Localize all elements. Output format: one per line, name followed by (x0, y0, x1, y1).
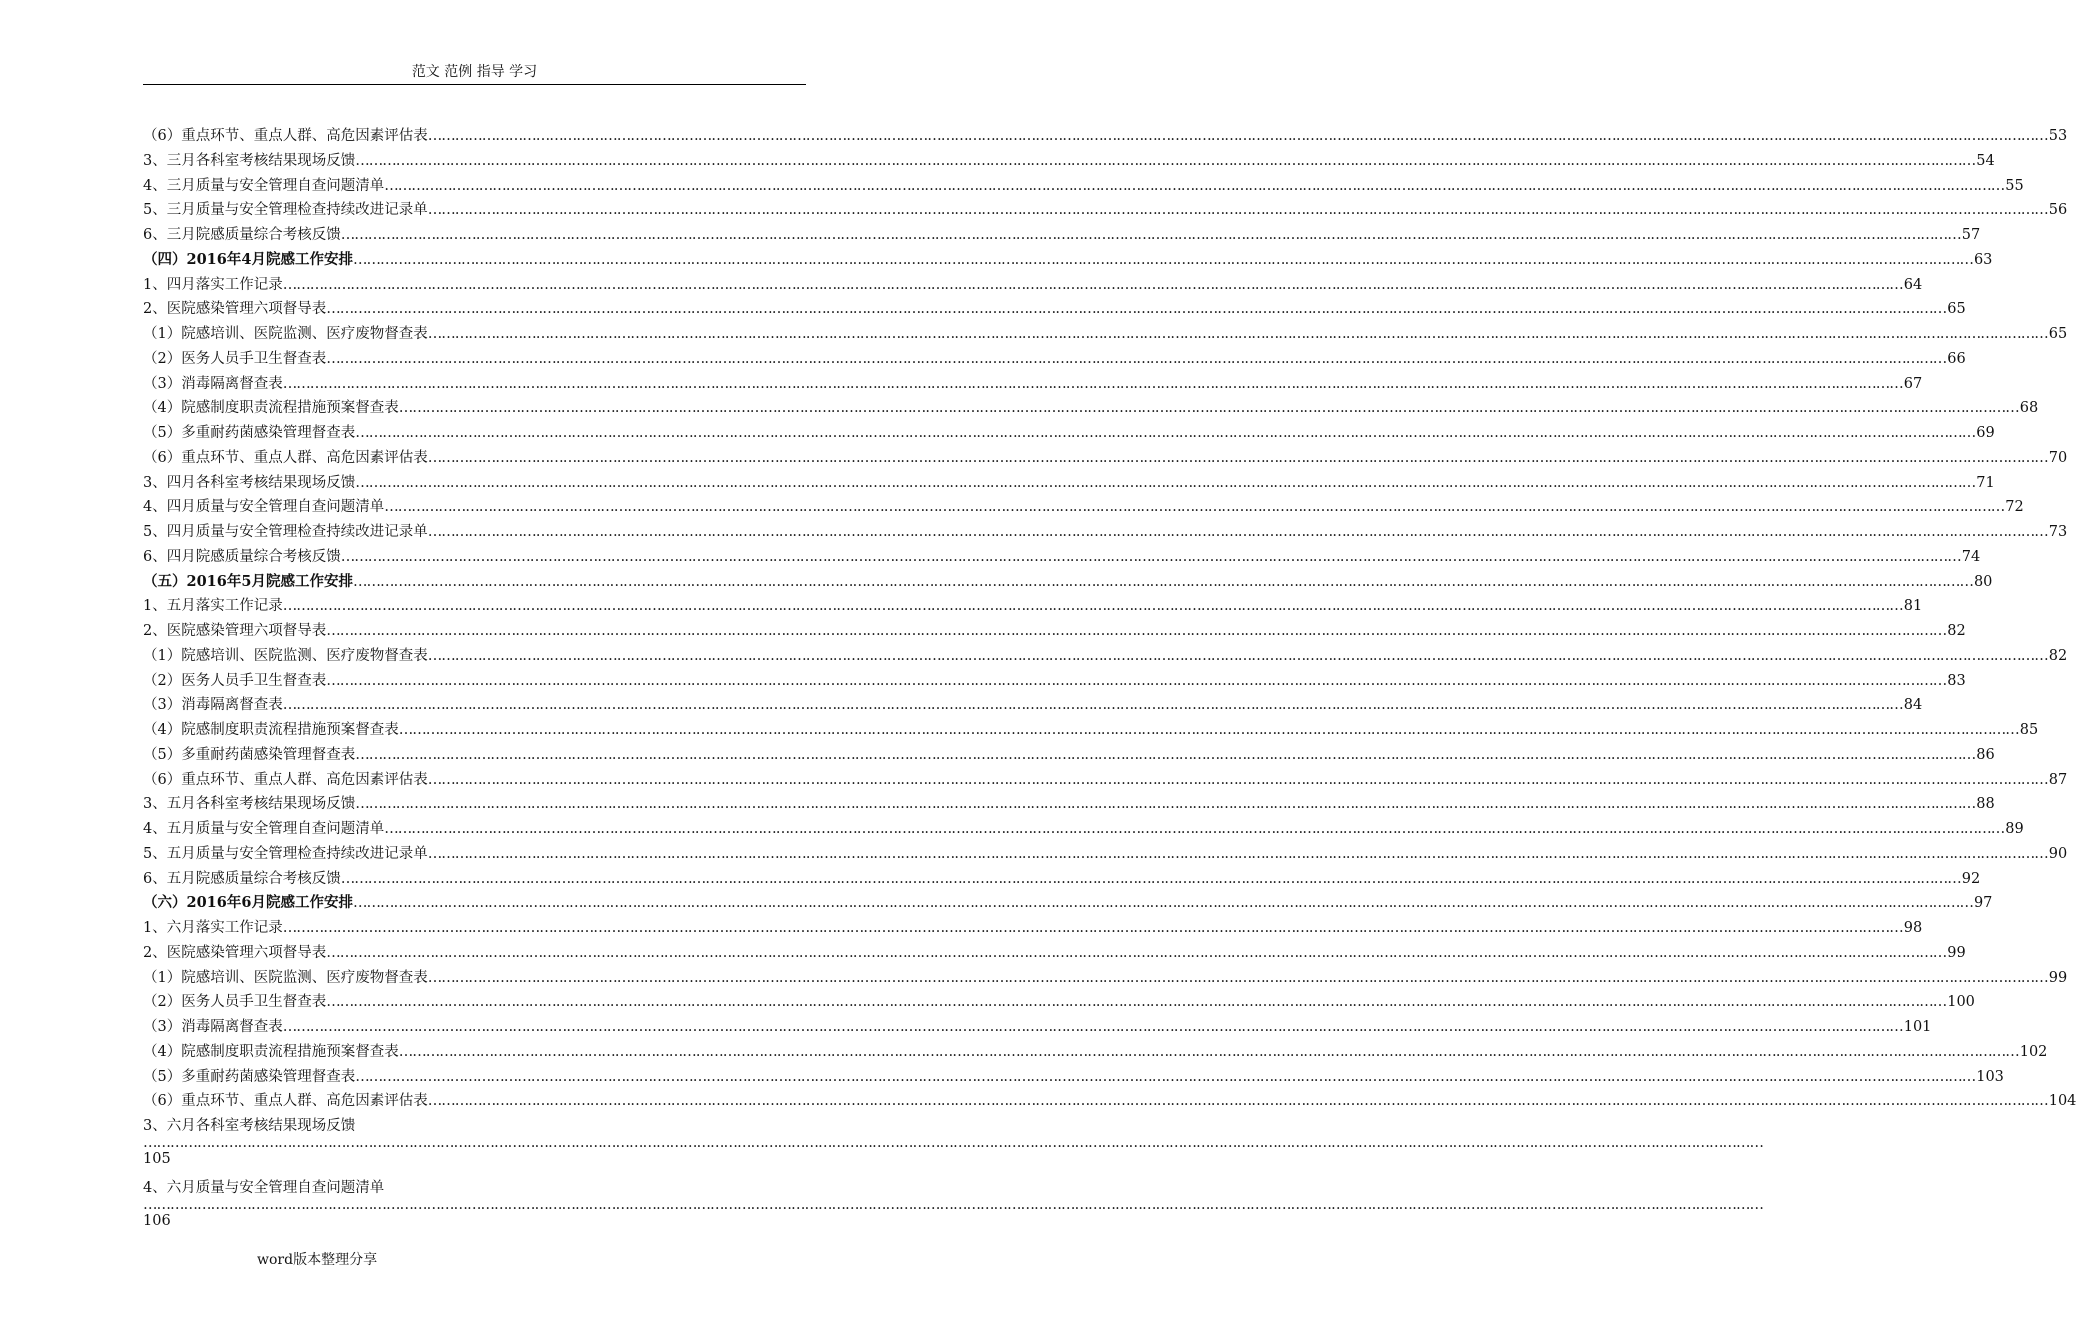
toc-leader-dots: ……………………………………………………………………………………………………………………………………………………………………………………………………………………………………………………………………………………………………………………………… (398, 400, 2019, 417)
toc-page-number: 85 (2019, 722, 2039, 738)
toc-leader-dots: ……………………………………………………………………………………………………………………………………………………………………………………………………………………………………………………………………………………………………………………………… (355, 425, 1976, 441)
toc-leader-dots: ……………………………………………………………………………………………………………………………………………………………………………………………………………………………………………………………………………………………………………………………… (326, 994, 1947, 1011)
toc-entry[interactable] (143, 223, 1981, 248)
toc-entry[interactable] (143, 669, 1966, 694)
toc-leader-dots: ……………………………………………………………………………………………………………………………………………………………………………………………………………………………………………………………………………………………………………………………… (427, 647, 2048, 664)
toc-leader-dots: ……………………………………………………………………………………………………………………………………………………………………………………………………………………………………………………………………………………………………………………………… (326, 944, 1947, 961)
toc-leader-dots: ……………………………………………………………………………………………………………………………………………………………………………………………………………………………………………………………………………………………………………………………… (282, 276, 1903, 293)
toc-entry-title: 3、五月各科室考核结果现场反馈 (143, 796, 356, 813)
toc-leader-dots: ……………………………………………………………………………………………………………………………………………………………………………………………………………………………………………………………………………………………………………………………… (355, 474, 1976, 491)
toc-page-number: 86 (1976, 746, 1995, 763)
toc-page-number: 53 (2048, 128, 2068, 144)
toc-entry[interactable] (143, 1089, 2076, 1114)
toc-leader-dots: ……………………………………………………………………………………………………………………………………………………………………………………………………………………………………………………………………………………………………………………………… (398, 1043, 2019, 1060)
toc-entry-title: （5）多重耐药菌感染管理督查表 (143, 425, 356, 441)
toc-entry-title: 6、三月院感质量综合考核反馈 (143, 227, 341, 243)
toc-entry-title: （四）2016年4月院感工作安排 (143, 250, 353, 268)
toc-leader-dots: ……………………………………………………………………………………………………………………………………………………………………………………………………………………………………………………………………………………………………………………………… (282, 375, 1903, 392)
toc-entry-title: 1、六月落实工作记录 (143, 920, 283, 936)
toc-page-number: 54 (1976, 152, 1995, 169)
page-header (143, 60, 806, 85)
toc-page-number: 84 (1903, 697, 1923, 714)
toc-page-number: 82 (1947, 623, 1966, 639)
toc-entry[interactable] (143, 421, 1995, 446)
toc-entry[interactable] (143, 446, 2068, 471)
toc-entry[interactable] (143, 916, 1923, 941)
toc-entry-title: 6、四月院感质量综合考核反馈 (143, 548, 341, 565)
toc-page-number: 80 (1973, 573, 1993, 590)
toc-leader-dots: ……………………………………………………………………………………………………………………………………………………………………………………………………………………………………………………………………………………………………………………………… (355, 796, 1976, 813)
toc-leader-dots: ……………………………………………………………………………………………………………………………………………………………………………………………………………………………………………………………………………………………………………………………… (427, 449, 2048, 466)
toc-entry-title: 2、医院感染管理六项督导表 (143, 944, 327, 961)
toc-entry-title: 2、医院感染管理六项督导表 (143, 623, 327, 639)
toc-entry[interactable] (143, 174, 2024, 199)
toc-page-number: 65 (2048, 326, 2068, 342)
toc-entry-title: 2、医院感染管理六项督导表 (143, 301, 327, 318)
toc-leader-dots: ……………………………………………………………………………………………………………………………………………………………………………………………………………………………………………………………………………………………………………………………… (143, 1196, 1763, 1213)
toc-entry[interactable] (143, 966, 2068, 991)
toc-entry-title: （6）重点环节、重点人群、高危因素评估表 (143, 771, 428, 788)
toc-page-number: 105 (143, 1151, 171, 1167)
toc-page-number: 57 (1961, 227, 1981, 243)
toc-entry[interactable] (143, 817, 2024, 842)
toc-page-number: 74 (1961, 548, 1981, 565)
toc-page-number: 99 (1947, 944, 1966, 961)
toc-entry[interactable] (143, 198, 2068, 223)
toc-leader-dots: ……………………………………………………………………………………………………………………………………………………………………………………………………………………………………………………………………………………………………………………………… (282, 1019, 1903, 1035)
toc-leader-dots: ……………………………………………………………………………………………………………………………………………………………………………………………………………………………………………………………………………………………………………………………… (326, 672, 1947, 689)
toc-page-number: 71 (1976, 474, 1995, 491)
toc-page-number: 102 (2019, 1043, 2048, 1060)
toc-entry-title: （1）院感培训、医院监测、医疗废物督查表 (143, 326, 428, 342)
toc-page-number: 65 (1947, 301, 1966, 318)
toc-page-number: 88 (1976, 796, 1995, 813)
toc-entry-title: 4、五月质量与安全管理自查问题清单 (143, 821, 385, 837)
toc-entry[interactable] (143, 1015, 1932, 1040)
toc-page-number: 67 (1903, 375, 1923, 392)
toc-entry-title: 6、五月院感质量综合考核反馈 (143, 870, 341, 887)
toc-entry-title: （5）多重耐药菌感染管理督查表 (143, 1068, 356, 1085)
toc-leader-dots: ……………………………………………………………………………………………………………………………………………………………………………………………………………………………………………………………………………………………………………………………… (340, 548, 1961, 565)
toc-leader-dots: ……………………………………………………………………………………………………………………………………………………………………………………………………………………………………………………………………………………………………………………………… (352, 251, 1973, 268)
toc-entry[interactable] (143, 396, 2039, 421)
toc-leader-dots: ……………………………………………………………………………………………………………………………………………………………………………………………………………………………………………………………………………………………………………………………… (340, 870, 1961, 887)
toc-entry[interactable] (143, 124, 2068, 149)
toc-entry[interactable] (143, 248, 1993, 273)
toc-entry[interactable] (143, 644, 2068, 669)
toc-page-number: 101 (1903, 1019, 1932, 1035)
toc-entry[interactable] (143, 297, 1966, 322)
toc-entry[interactable] (143, 347, 1966, 372)
toc-entry-title: （3）消毒隔离督查表 (143, 697, 283, 714)
toc-entry[interactable] (143, 768, 2068, 793)
toc-entry[interactable] (143, 545, 1981, 570)
toc-entry[interactable] (143, 1176, 1763, 1238)
toc-leader-dots: ……………………………………………………………………………………………………………………………………………………………………………………………………………………………………………………………………………………………………………………………… (282, 598, 1903, 615)
toc-entry[interactable] (143, 842, 2068, 867)
toc-entry-title: 1、四月落实工作记录 (143, 276, 283, 293)
toc-entry-title: （6）重点环节、重点人群、高危因素评估表 (143, 128, 428, 144)
toc-entry-title: （五）2016年5月院感工作安排 (143, 572, 353, 590)
toc-page-number: 82 (2048, 647, 2068, 664)
toc-entry-title: （六）2016年6月院感工作安排 (143, 894, 353, 912)
toc-leader-dots: ……………………………………………………………………………………………………………………………………………………………………………………………………………………………………………………………………………………………………………………………… (352, 895, 1973, 912)
toc-entry[interactable] (143, 718, 2039, 743)
toc-entry-title: 1、五月落实工作记录 (143, 598, 283, 615)
toc-entry-title: （2）医务人员手卫生督查表 (143, 994, 327, 1011)
toc-entry[interactable] (143, 1065, 2004, 1090)
toc-leader-dots: ……………………………………………………………………………………………………………………………………………………………………………………………………………………………………………………………………………………………………………………………… (427, 771, 2048, 788)
toc-entry[interactable] (143, 570, 1993, 595)
toc-leader-dots: ……………………………………………………………………………………………………………………………………………………………………………………………………………………………………………………………………………………………………………………………… (384, 177, 2005, 194)
toc-leader-dots: ……………………………………………………………………………………………………………………………………………………………………………………………………………………………………………………………………………………………………………………………… (427, 1093, 2048, 1110)
toc-leader-dots: ……………………………………………………………………………………………………………………………………………………………………………………………………………………………………………………………………………………………………………………………… (355, 1068, 1976, 1085)
toc-page-number: 68 (2019, 400, 2039, 417)
toc-entry-title: （3）消毒隔离督查表 (143, 375, 283, 392)
toc-leader-dots: ……………………………………………………………………………………………………………………………………………………………………………………………………………………………………………………………………………………………………………………………… (427, 969, 2048, 986)
toc-entry-title: （1）院感培训、医院监测、医疗废物督查表 (143, 647, 428, 664)
toc-entry-title: 4、三月质量与安全管理自查问题清单 (143, 177, 385, 194)
toc-page-number: 70 (2048, 449, 2068, 466)
toc-leader-dots: ……………………………………………………………………………………………………………………………………………………………………………………………………………………………………………………………………………………………………………………………… (355, 746, 1976, 763)
toc-leader-dots: ……………………………………………………………………………………………………………………………………………………………………………………………………………………………………………………………………………………………………………………………… (355, 152, 1976, 169)
toc-leader-dots: ……………………………………………………………………………………………………………………………………………………………………………………………………………………………………………………………………………………………………………………………… (143, 1135, 1763, 1151)
toc-entry[interactable] (143, 792, 1995, 817)
toc-page-number: 55 (2005, 177, 2024, 194)
toc-entry[interactable] (143, 1040, 2048, 1065)
toc-leader-dots: ……………………………………………………………………………………………………………………………………………………………………………………………………………………………………………………………………………………………………………………………… (427, 202, 2048, 219)
toc-page-number: 92 (1961, 870, 1981, 887)
toc-leader-dots: ……………………………………………………………………………………………………………………………………………………………………………………………………………………………………………………………………………………………………………………………… (427, 326, 2048, 342)
toc-entry-title: 3、三月各科室考核结果现场反馈 (143, 152, 356, 169)
page-footer (257, 1249, 377, 1269)
toc-page-number: 98 (1903, 920, 1923, 936)
toc-entry[interactable] (143, 990, 1975, 1015)
toc-entry-title: （4）院感制度职责流程措施预案督查表 (143, 400, 399, 417)
toc-leader-dots: ……………………………………………………………………………………………………………………………………………………………………………………………………………………………………………………………………………………………………………………………… (398, 722, 2019, 738)
toc-page-number: 81 (1903, 598, 1923, 615)
toc-entry[interactable] (143, 941, 1966, 966)
toc-page-number: 103 (1976, 1068, 2004, 1085)
footer-text: word版本整理分享 (257, 1252, 378, 1268)
toc-entry-title: （6）重点环节、重点人群、高危因素评估表 (143, 1093, 428, 1110)
toc-entry[interactable] (143, 619, 1966, 644)
toc-page-number: 97 (1973, 895, 1993, 912)
toc-page-number: 73 (2048, 524, 2068, 540)
toc-page-number: 89 (2005, 821, 2024, 837)
toc-entry[interactable] (143, 372, 1923, 397)
toc-leader-dots: ……………………………………………………………………………………………………………………………………………………………………………………………………………………………………………………………………………………………………………………………… (340, 227, 1961, 243)
toc-page-number: 99 (2048, 969, 2068, 986)
toc-page-number: 104 (2048, 1093, 2076, 1110)
toc-entry-title: 3、六月各科室考核结果现场反馈 (143, 1118, 356, 1134)
toc-leader-dots: ……………………………………………………………………………………………………………………………………………………………………………………………………………………………………………………………………………………………………………………………… (427, 128, 2048, 144)
toc-leader-dots: ……………………………………………………………………………………………………………………………………………………………………………………………………………………………………………………………………………………………………………………………… (282, 920, 1903, 936)
toc-leader-dots: ……………………………………………………………………………………………………………………………………………………………………………………………………………………………………………………………………………………………………………………………… (427, 524, 2048, 540)
toc-page-number: 72 (2005, 499, 2024, 516)
toc-entry-title: 5、四月质量与安全管理检查持续改进记录单 (143, 524, 428, 540)
toc-leader-dots: ……………………………………………………………………………………………………………………………………………………………………………………………………………………………………………………………………………………………………………………………… (326, 623, 1947, 639)
toc-entry-title: 5、三月质量与安全管理检查持续改进记录单 (143, 202, 428, 219)
toc-entry-title: （4）院感制度职责流程措施预案督查表 (143, 722, 399, 738)
toc-entry-title: （2）医务人员手卫生督查表 (143, 672, 327, 689)
toc-page-number: 69 (1976, 425, 1995, 441)
toc-entry-title: （3）消毒隔离督查表 (143, 1019, 283, 1035)
toc-page-number: 100 (1947, 994, 1975, 1011)
toc-page-number: 56 (2048, 202, 2068, 219)
toc-entry[interactable] (143, 743, 1995, 768)
toc-entry-title: 5、五月质量与安全管理检查持续改进记录单 (143, 845, 428, 862)
toc-entry-title: （1）院感培训、医院监测、医疗废物督查表 (143, 969, 428, 986)
toc-entry[interactable] (143, 594, 1923, 619)
toc-page-number: 106 (143, 1212, 171, 1229)
toc-page-number: 63 (1973, 251, 1993, 268)
toc-page-number: 87 (2048, 771, 2068, 788)
toc-leader-dots: ……………………………………………………………………………………………………………………………………………………………………………………………………………………………………………………………………………………………………………………………… (384, 821, 2005, 837)
header-text: 范文 范例 指导 学习 (411, 64, 538, 80)
toc-leader-dots: ……………………………………………………………………………………………………………………………………………………………………………………………………………………………………………………………………………………………………………………………… (282, 697, 1903, 714)
toc-page-number: 66 (1947, 350, 1966, 367)
toc-leader-dots: ……………………………………………………………………………………………………………………………………………………………………………………………………………………………………………………………………………………………………………………………… (326, 350, 1947, 367)
toc-entry[interactable] (143, 693, 1923, 718)
toc-entry[interactable] (143, 149, 1995, 174)
toc-entry[interactable] (143, 891, 1993, 916)
toc-page-number: 64 (1903, 276, 1923, 293)
table-of-contents (143, 124, 2076, 1238)
toc-leader-dots: ……………………………………………………………………………………………………………………………………………………………………………………………………………………………………………………………………………………………………………………………… (427, 845, 2048, 862)
toc-page-number: 83 (1947, 672, 1966, 689)
toc-leader-dots: ……………………………………………………………………………………………………………………………………………………………………………………………………………………………………………………………………………………………………………………………… (352, 573, 1973, 590)
toc-entry[interactable] (143, 1114, 1763, 1176)
toc-entry-title: （6）重点环节、重点人群、高危因素评估表 (143, 449, 428, 466)
toc-entry-title: 4、四月质量与安全管理自查问题清单 (143, 499, 385, 516)
toc-leader-dots: ……………………………………………………………………………………………………………………………………………………………………………………………………………………………………………………………………………………………………………………………… (384, 499, 2005, 516)
toc-page-number: 90 (2048, 845, 2068, 862)
toc-entry[interactable] (143, 867, 1981, 892)
toc-entry-title: 4、六月质量与安全管理自查问题清单 (143, 1179, 385, 1196)
toc-entry[interactable] (143, 322, 2068, 347)
toc-entry-title: （5）多重耐药菌感染管理督查表 (143, 746, 356, 763)
toc-entry[interactable] (143, 471, 1995, 496)
toc-entry-title: 3、四月各科室考核结果现场反馈 (143, 474, 356, 491)
toc-entry[interactable] (143, 520, 2068, 545)
toc-entry[interactable] (143, 273, 1923, 298)
toc-entry-title: （2）医务人员手卫生督查表 (143, 350, 327, 367)
toc-leader-dots: ……………………………………………………………………………………………………………………………………………………………………………………………………………………………………………………………………………………………………………………………… (326, 301, 1947, 318)
toc-entry[interactable] (143, 495, 2024, 520)
toc-entry-title: （4）院感制度职责流程措施预案督查表 (143, 1043, 399, 1060)
